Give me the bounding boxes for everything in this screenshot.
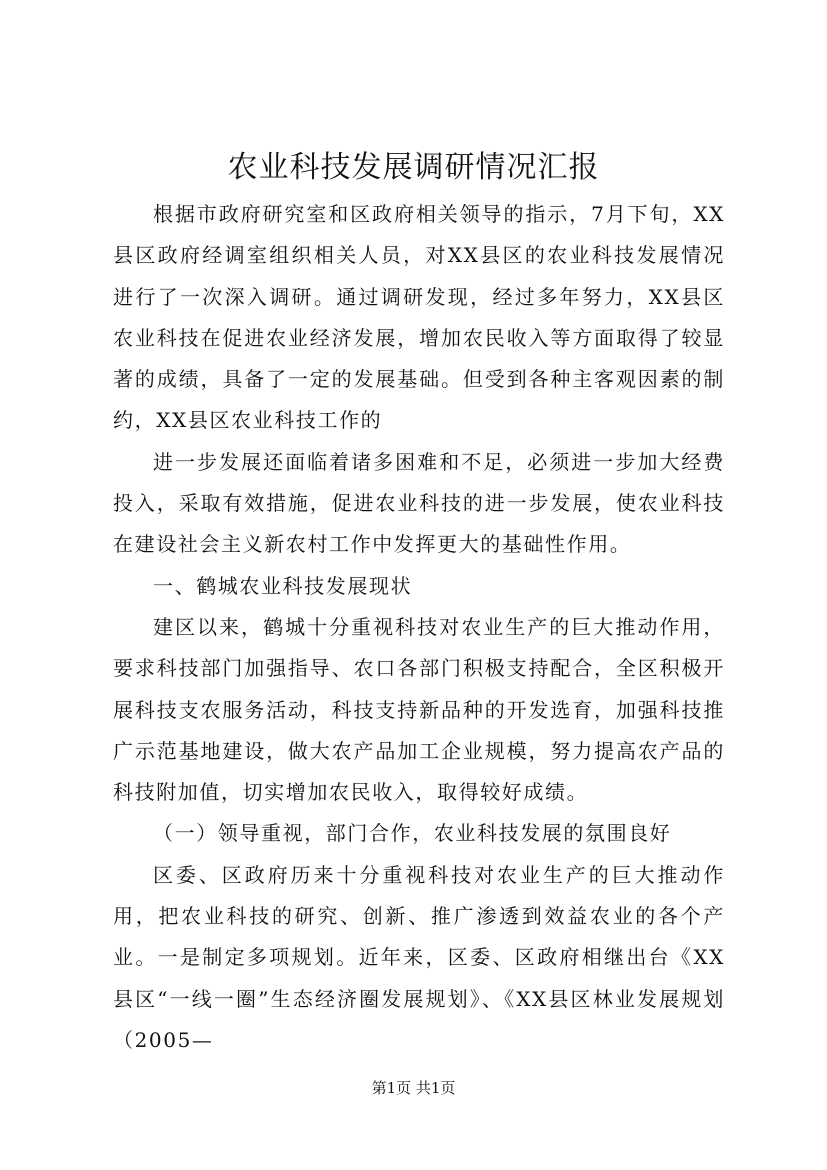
subsection-heading: （一）领导重视，部门合作，农业科技发展的氛围良好 (153, 821, 672, 846)
paragraph: 进一步发展还面临着诸多困难和不足，必须进一步加大经费投入，采取有效措施，促进农业科技的进一步发展，使农业科技在建设社会主义新农村工作中发挥更大的基础性作用。 (113, 449, 725, 557)
paragraph: 建区以来，鹤城十分重视科技对农业生产的巨大推动作用，要求科技部门加强指导、农口各部门积极支持配合，全区积极开展科技支农服务活动，科技支持新品种的开发选育，加强科技推广示范基地建设，做大农产品加工企业规模，努力提高农产品的科技附加值，切实增加农民收入，取得较好成绩。 (113, 614, 725, 805)
section-heading: 一、鹤城农业科技发展现状 (153, 573, 413, 598)
document-title: 农业科技发展调研情况汇报 (227, 150, 600, 185)
paragraph: 区委、区政府历来十分重视科技对农业生产的巨大推动作用，把农业科技的研究、创新、推广渗透到效益农业的各个产业。一是制定多项规划。近年来，区委、区政府相继出台《XX县区“一线一圈”生态经济圈发展规划》、《XX县区林业发展规划（2005— (113, 862, 725, 1052)
document-body (113, 194, 725, 1061)
page-footer: 第1页 共1页 (371, 1079, 456, 1097)
paragraph: 根据市政府研究室和区政府相关领导的指示，7月下旬，XX县区政府经调室组织相关人员，对XX县区的农业科技发展情况进行了一次深入调研。通过调研发现，经过多年努力，XX县区农业科技在促进农业经济发展，增加农民收入等方面取得了较显著的成绩，具备了一定的发展基础。但受到各种主客观因素的制约，XX县区农业科技工作的 (113, 202, 725, 433)
